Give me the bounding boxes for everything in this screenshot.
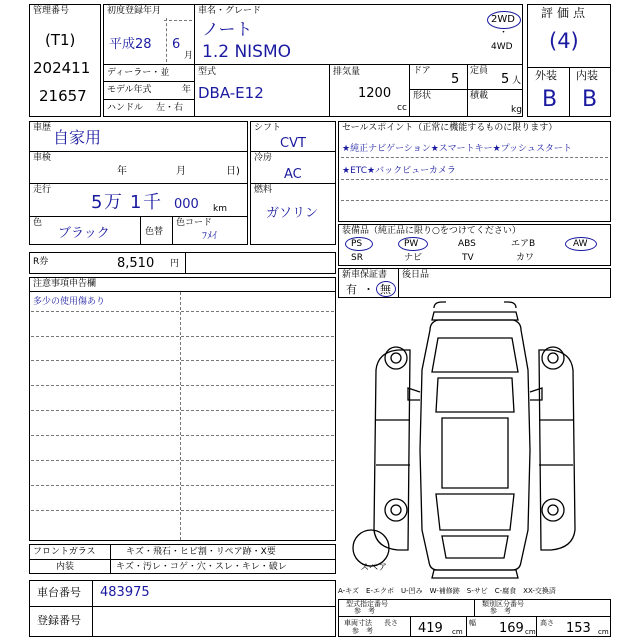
mileage-sen: 千 bbox=[143, 192, 161, 213]
interior-label: 内装 bbox=[56, 562, 75, 572]
type-num-ref: 参 考 bbox=[354, 607, 375, 615]
color-code: ﾌﾒｲ bbox=[202, 231, 217, 242]
selling-line1: ★純正ナビゲーション★スマートキー★プッシュスタート bbox=[342, 144, 572, 154]
first-reg-month-unit: 月 bbox=[184, 51, 194, 61]
equip-navi: ナビ bbox=[404, 253, 423, 263]
mileage-man: 万 bbox=[104, 192, 122, 213]
back-order-label: 後日品 bbox=[402, 270, 430, 280]
doors-value: 5 bbox=[451, 72, 460, 87]
inspection-label: 車検 bbox=[33, 153, 52, 163]
displacement-value: 1200 bbox=[358, 86, 392, 101]
warranty-label: 新車保証書 bbox=[342, 270, 388, 280]
capacity-unit: 人 bbox=[512, 76, 522, 86]
color-change-label: 色替 bbox=[145, 227, 164, 237]
length-label: 長さ bbox=[384, 619, 398, 627]
warranty-dot: ・ bbox=[363, 283, 374, 296]
drive-dot: ・ bbox=[499, 28, 509, 38]
load-label: 積載 bbox=[470, 91, 489, 101]
equip-tv: TV bbox=[462, 253, 474, 263]
displacement-unit: cc bbox=[397, 103, 407, 113]
front-glass-value: キズ・飛石・ヒビ割・リペア跡・X要 bbox=[126, 547, 276, 557]
displacement-label: 排気量 bbox=[333, 67, 361, 77]
height-value: 153 bbox=[566, 621, 591, 636]
usage-value: 自家用 bbox=[53, 128, 102, 147]
mgmt-line2: 202411 bbox=[33, 59, 91, 77]
grade-ext: B bbox=[542, 87, 558, 112]
inspection-day: 日) bbox=[226, 166, 240, 177]
car-grade: 1.2 NISMO bbox=[202, 42, 292, 62]
mgmt-line3: 21657 bbox=[39, 87, 87, 105]
capacity-value: 5 bbox=[501, 72, 510, 87]
recycle-unit: 円 bbox=[170, 259, 180, 269]
height-label: 高さ bbox=[540, 619, 554, 627]
handle-label: ハンドル bbox=[107, 103, 144, 113]
equip-sr: SR bbox=[351, 253, 363, 263]
first-reg-era: 平成28 bbox=[109, 37, 152, 52]
class-num-ref: 参 考 bbox=[490, 607, 511, 615]
mgmt-line1: (T1) bbox=[45, 31, 76, 49]
mileage-label: 走行 bbox=[33, 185, 52, 195]
ac-label: 冷房 bbox=[254, 153, 273, 163]
car-name: ノート bbox=[202, 20, 253, 40]
first-reg-label: 初度登録年月 bbox=[107, 6, 162, 16]
selling-line2: ★ETC★バックビューカメラ bbox=[342, 166, 456, 176]
width-label: 幅 bbox=[469, 619, 476, 627]
usage-label: 車歴 bbox=[33, 123, 52, 133]
mileage-rest: 000 bbox=[174, 197, 199, 212]
equipment-label: 装備品（純正品に限り○をつけてください） bbox=[342, 226, 521, 236]
legend: A-キズ E-エクボ U-凹み W-補修跡 S-サビ C-腐食 XX-交換済 bbox=[338, 587, 556, 595]
shift-label: シフト bbox=[254, 123, 282, 133]
chassis-label: 車台番号 bbox=[37, 586, 81, 599]
load-unit: kg bbox=[511, 105, 522, 115]
notes-label: 注意事項申告欄 bbox=[33, 279, 97, 289]
ac-value: AC bbox=[284, 167, 302, 182]
equip-abs: ABS bbox=[458, 239, 476, 249]
mgmt-label: 管理番号 bbox=[33, 6, 70, 16]
drive-4wd: 4WD bbox=[491, 42, 513, 52]
type-value: DBA-E12 bbox=[198, 84, 264, 102]
notes-line1: 多少の使用傷あり bbox=[33, 297, 106, 307]
car-diagram bbox=[338, 300, 611, 585]
width-value: 169 bbox=[499, 621, 524, 636]
grade-label: 評価点 bbox=[541, 6, 590, 20]
mileage-sen-digit: 1 bbox=[130, 192, 142, 213]
shift-value: CVT bbox=[280, 136, 306, 151]
spare-label: スペア bbox=[360, 563, 388, 573]
shape-label: 形状 bbox=[413, 91, 432, 101]
width-unit: cm bbox=[525, 628, 536, 636]
first-reg-month: 6 bbox=[172, 37, 181, 52]
color-label: 色 bbox=[33, 218, 43, 228]
length-unit: cm bbox=[452, 628, 463, 636]
dealer-label: ディーラー・並 bbox=[107, 68, 170, 78]
model-year-label: モデル年式 bbox=[107, 85, 152, 95]
inspection-year: 年 bbox=[117, 166, 127, 177]
equip-aw: AW bbox=[573, 239, 588, 249]
grade-int-label: 内装 bbox=[576, 69, 598, 82]
type-num-label: 型式指定番号 bbox=[346, 600, 388, 608]
equip-leather: カワ bbox=[516, 253, 535, 263]
equip-pw: PW bbox=[404, 239, 419, 249]
grade-score: (4) bbox=[549, 29, 579, 53]
dims-label: 車両寸法 bbox=[344, 619, 372, 627]
height-unit: cm bbox=[598, 628, 609, 636]
length-value: 419 bbox=[418, 621, 443, 636]
class-num-label: 類別区分番号 bbox=[482, 600, 524, 608]
warranty-yes: 有 bbox=[346, 283, 357, 296]
capacity-label: 定員 bbox=[470, 66, 489, 76]
recycle-box bbox=[29, 252, 336, 274]
chassis-value: 483975 bbox=[100, 585, 150, 600]
model-year-unit: 年 bbox=[182, 85, 192, 95]
mileage-man-digit: 5 bbox=[91, 192, 103, 213]
warranty-no: 無 bbox=[380, 283, 391, 296]
fuel-label: 燃料 bbox=[254, 185, 273, 195]
reg-label: 登録番号 bbox=[37, 614, 81, 627]
inspection-month: 月 bbox=[176, 166, 186, 177]
drive-2wd: 2WD bbox=[491, 14, 515, 25]
recycle-value: 8,510 bbox=[117, 256, 155, 271]
car-name-label: 車名・グレード bbox=[198, 6, 262, 16]
color-value: ブラック bbox=[58, 226, 110, 241]
grade-int: B bbox=[582, 87, 598, 112]
selling-label: セールスポイント（正常に機能するものに限ります） bbox=[342, 123, 558, 133]
grade-ext-label: 外装 bbox=[535, 69, 557, 82]
type-label: 型式 bbox=[198, 67, 217, 77]
mileage-unit: km bbox=[213, 204, 227, 214]
dims-ref: 参 考 bbox=[352, 627, 373, 635]
doors-label: ドア bbox=[413, 66, 431, 76]
equip-ps: PS bbox=[351, 239, 363, 249]
recycle-label: R券 bbox=[33, 257, 49, 267]
notes-box bbox=[29, 277, 336, 541]
interior-value: キズ・汚レ・コゲ・穴・スレ・キレ・破レ bbox=[116, 562, 287, 572]
color-code-label: 色コード bbox=[176, 218, 213, 228]
fuel-value: ガソリン bbox=[266, 206, 319, 221]
front-glass-label: フロントガラス bbox=[33, 547, 96, 557]
handle-value: 左・右 bbox=[156, 103, 184, 113]
equip-airbag: エアB bbox=[511, 239, 536, 249]
